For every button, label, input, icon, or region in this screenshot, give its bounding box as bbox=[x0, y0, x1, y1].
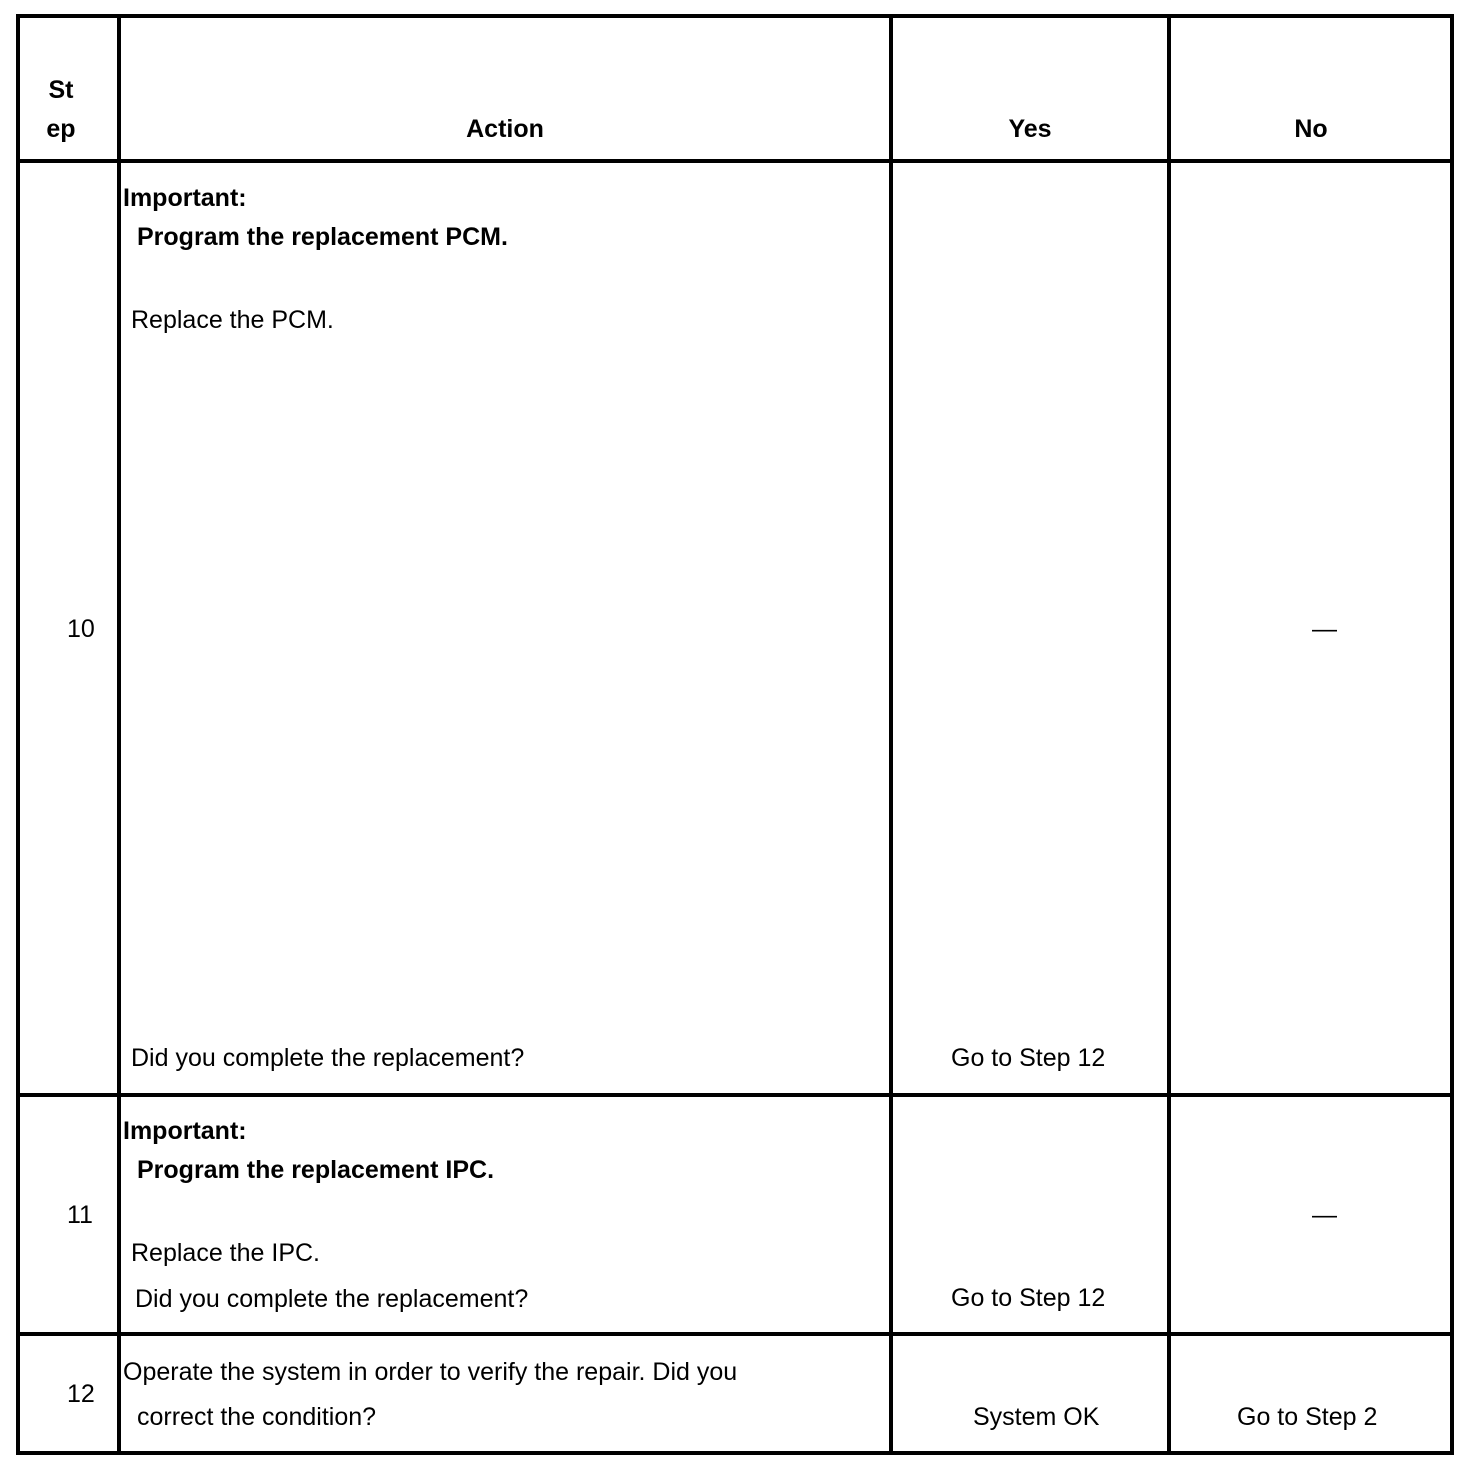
step-number: 11 bbox=[67, 1201, 93, 1229]
no-result: — bbox=[1312, 1201, 1337, 1229]
instruction-text: Replace the IPC. bbox=[131, 1239, 320, 1267]
row-divider bbox=[16, 1332, 1454, 1336]
header-action: Action bbox=[466, 115, 544, 143]
no-result: — bbox=[1312, 615, 1337, 643]
table-border-right bbox=[1450, 14, 1454, 1455]
important-label: Important: bbox=[123, 1117, 247, 1145]
question-text-line1: Operate the system in order to verify the repair. Did you bbox=[123, 1358, 738, 1386]
column-divider bbox=[1167, 14, 1171, 1455]
header-no: No bbox=[1294, 115, 1328, 143]
step-number: 10 bbox=[67, 615, 95, 643]
important-text: Program the replacement PCM. bbox=[137, 223, 508, 251]
table-border-bottom bbox=[16, 1451, 1454, 1455]
yes-result: Go to Step 12 bbox=[951, 1044, 1106, 1072]
yes-result: System OK bbox=[973, 1403, 1100, 1431]
header-yes: Yes bbox=[1008, 115, 1052, 143]
header-step-line1: St bbox=[48, 76, 74, 104]
question-text: Did you complete the replacement? bbox=[135, 1285, 529, 1313]
no-result: Go to Step 2 bbox=[1237, 1403, 1378, 1431]
yes-result: Go to Step 12 bbox=[951, 1284, 1106, 1312]
instruction-text: Replace the PCM. bbox=[131, 306, 334, 334]
table-border-left bbox=[16, 14, 20, 1455]
question-text: Did you complete the replacement? bbox=[131, 1044, 525, 1072]
header-step-line2: ep bbox=[46, 115, 76, 143]
column-divider bbox=[889, 14, 893, 1455]
question-text-line2: correct the condition? bbox=[137, 1403, 377, 1431]
important-text: Program the replacement IPC. bbox=[137, 1156, 495, 1184]
table-border-top bbox=[16, 14, 1454, 18]
important-label: Important: bbox=[123, 184, 247, 212]
header-divider bbox=[16, 159, 1454, 163]
row-divider bbox=[16, 1093, 1454, 1097]
step-number: 12 bbox=[67, 1380, 95, 1408]
column-divider bbox=[117, 14, 121, 1455]
